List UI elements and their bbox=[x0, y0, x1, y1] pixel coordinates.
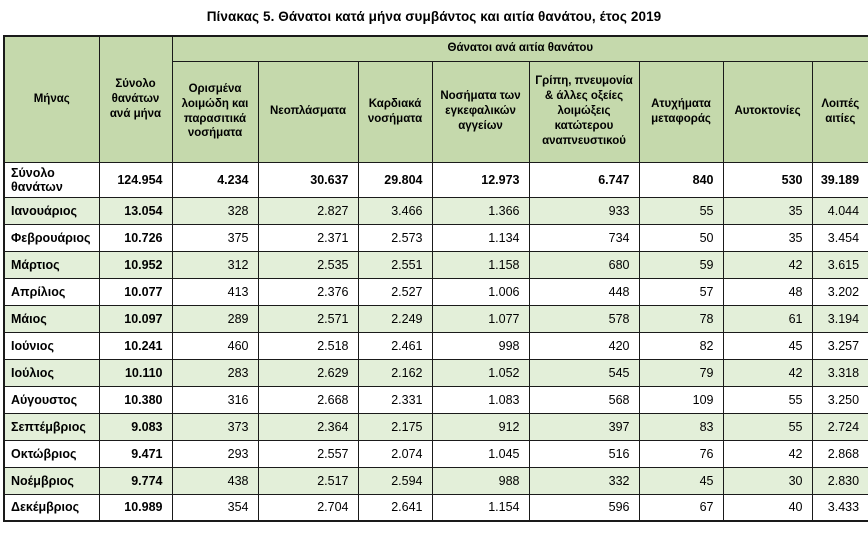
cause-value: 30 bbox=[723, 467, 812, 494]
row-label: Δεκέμβριος bbox=[4, 494, 99, 521]
cause-value: 3.250 bbox=[812, 386, 868, 413]
cause-value: 373 bbox=[172, 413, 258, 440]
cause-value: 48 bbox=[723, 278, 812, 305]
cause-value: 413 bbox=[172, 278, 258, 305]
cause-value: 2.594 bbox=[358, 467, 432, 494]
cause-value: 76 bbox=[639, 440, 723, 467]
monthly-total-value: 13.054 bbox=[99, 197, 172, 224]
cause-value: 2.641 bbox=[358, 494, 432, 521]
row-label: Μάρτιος bbox=[4, 251, 99, 278]
cause-value: 3.454 bbox=[812, 224, 868, 251]
column-header-infectious: Ορισμένα λοιμώδη και παρασιτικά νοσήματα bbox=[172, 61, 258, 162]
row-label: Απρίλιος bbox=[4, 278, 99, 305]
column-group-header-causes: Θάνατοι ανά αιτία θανάτου bbox=[172, 36, 868, 61]
monthly-total-value: 10.077 bbox=[99, 278, 172, 305]
cause-value: 316 bbox=[172, 386, 258, 413]
cause-value: 82 bbox=[639, 332, 723, 359]
cause-value: 2.518 bbox=[258, 332, 358, 359]
column-header-transport-accidents: Ατυχήματα μεταφοράς bbox=[639, 61, 723, 162]
column-header-heart: Καρδιακά νοσήματα bbox=[358, 61, 432, 162]
monthly-total-value: 10.380 bbox=[99, 386, 172, 413]
cause-value: 420 bbox=[529, 332, 639, 359]
cause-value: 3.257 bbox=[812, 332, 868, 359]
cause-value: 2.571 bbox=[258, 305, 358, 332]
month-row bbox=[4, 332, 868, 359]
cause-value: 57 bbox=[639, 278, 723, 305]
cause-value: 2.629 bbox=[258, 359, 358, 386]
cause-value: 734 bbox=[529, 224, 639, 251]
cause-value: 912 bbox=[432, 413, 529, 440]
cause-value: 83 bbox=[639, 413, 723, 440]
row-label: Σεπτέμβριος bbox=[4, 413, 99, 440]
row-label: Ιούλιος bbox=[4, 359, 99, 386]
month-row bbox=[4, 413, 868, 440]
cause-value: 2.162 bbox=[358, 359, 432, 386]
cause-value: 45 bbox=[723, 332, 812, 359]
cause-value: 2.364 bbox=[258, 413, 358, 440]
row-label: Ιανουάριος bbox=[4, 197, 99, 224]
cause-value: 1.134 bbox=[432, 224, 529, 251]
cause-value: 438 bbox=[172, 467, 258, 494]
cause-value: 1.052 bbox=[432, 359, 529, 386]
cause-value: 516 bbox=[529, 440, 639, 467]
cause-value: 78 bbox=[639, 305, 723, 332]
month-row bbox=[4, 494, 868, 521]
cause-value: 596 bbox=[529, 494, 639, 521]
cause-value: 332 bbox=[529, 467, 639, 494]
column-header-cerebrovascular: Νοσήματα των εγκεφαλικών αγγείων bbox=[432, 61, 529, 162]
row-label: Οκτώβριος bbox=[4, 440, 99, 467]
cause-value: 2.827 bbox=[258, 197, 358, 224]
cause-value: 50 bbox=[639, 224, 723, 251]
table-header bbox=[4, 36, 868, 162]
cause-value: 375 bbox=[172, 224, 258, 251]
row-label: Μάιος bbox=[4, 305, 99, 332]
cause-value: 40 bbox=[723, 494, 812, 521]
cause-value: 1.045 bbox=[432, 440, 529, 467]
cause-value: 1.366 bbox=[432, 197, 529, 224]
monthly-total-value: 10.726 bbox=[99, 224, 172, 251]
cause-value: 42 bbox=[723, 359, 812, 386]
cause-value: 2.517 bbox=[258, 467, 358, 494]
cause-value: 2.668 bbox=[258, 386, 358, 413]
cause-value: 2.868 bbox=[812, 440, 868, 467]
cause-value: 2.704 bbox=[258, 494, 358, 521]
month-row bbox=[4, 386, 868, 413]
month-row bbox=[4, 359, 868, 386]
monthly-total-value: 9.774 bbox=[99, 467, 172, 494]
monthly-total-value: 10.110 bbox=[99, 359, 172, 386]
monthly-total-value: 124.954 bbox=[99, 162, 172, 197]
cause-value: 1.158 bbox=[432, 251, 529, 278]
cause-value: 545 bbox=[529, 359, 639, 386]
month-row bbox=[4, 251, 868, 278]
cause-value: 2.557 bbox=[258, 440, 358, 467]
cause-value: 680 bbox=[529, 251, 639, 278]
monthly-total-value: 10.989 bbox=[99, 494, 172, 521]
month-row bbox=[4, 440, 868, 467]
cause-value: 35 bbox=[723, 197, 812, 224]
column-header-neoplasms: Νεοπλάσματα bbox=[258, 61, 358, 162]
cause-value: 840 bbox=[639, 162, 723, 197]
cause-value: 109 bbox=[639, 386, 723, 413]
monthly-total-value: 9.471 bbox=[99, 440, 172, 467]
cause-value: 448 bbox=[529, 278, 639, 305]
cause-value: 1.077 bbox=[432, 305, 529, 332]
cause-value: 998 bbox=[432, 332, 529, 359]
cause-value: 1.006 bbox=[432, 278, 529, 305]
cause-value: 2.535 bbox=[258, 251, 358, 278]
cause-value: 2.249 bbox=[358, 305, 432, 332]
cause-value: 2.527 bbox=[358, 278, 432, 305]
cause-value: 2.074 bbox=[358, 440, 432, 467]
row-label: Αύγουστος bbox=[4, 386, 99, 413]
cause-value: 45 bbox=[639, 467, 723, 494]
column-header-month: Μήνας bbox=[4, 36, 99, 162]
cause-value: 397 bbox=[529, 413, 639, 440]
cause-value: 39.189 bbox=[812, 162, 868, 197]
cause-value: 55 bbox=[639, 197, 723, 224]
monthly-total-value: 10.241 bbox=[99, 332, 172, 359]
cause-value: 30.637 bbox=[258, 162, 358, 197]
monthly-total-value: 10.952 bbox=[99, 251, 172, 278]
cause-value: 568 bbox=[529, 386, 639, 413]
deaths-by-month-table bbox=[3, 35, 868, 522]
cause-value: 530 bbox=[723, 162, 812, 197]
cause-value: 933 bbox=[529, 197, 639, 224]
cause-value: 79 bbox=[639, 359, 723, 386]
month-row bbox=[4, 467, 868, 494]
cause-value: 328 bbox=[172, 197, 258, 224]
cause-value: 4.044 bbox=[812, 197, 868, 224]
cause-value: 35 bbox=[723, 224, 812, 251]
table-body bbox=[4, 162, 868, 521]
row-label: Νοέμβριος bbox=[4, 467, 99, 494]
header-group-row bbox=[4, 36, 868, 61]
cause-value: 988 bbox=[432, 467, 529, 494]
column-header-influenza-pneumonia: Γρίπη, πνευμονία & άλλες οξείες λοιμώξεις κατώτερου αναπνευστικού bbox=[529, 61, 639, 162]
cause-value: 3.318 bbox=[812, 359, 868, 386]
cause-value: 293 bbox=[172, 440, 258, 467]
monthly-total-value: 10.097 bbox=[99, 305, 172, 332]
month-row bbox=[4, 278, 868, 305]
cause-value: 3.466 bbox=[358, 197, 432, 224]
cause-value: 3.615 bbox=[812, 251, 868, 278]
cause-value: 2.376 bbox=[258, 278, 358, 305]
row-label: Ιούνιος bbox=[4, 332, 99, 359]
row-label: Σύνολο θανάτων bbox=[4, 162, 99, 197]
cause-value: 289 bbox=[172, 305, 258, 332]
cause-value: 2.551 bbox=[358, 251, 432, 278]
cause-value: 2.830 bbox=[812, 467, 868, 494]
cause-value: 3.194 bbox=[812, 305, 868, 332]
row-label: Φεβρουάριος bbox=[4, 224, 99, 251]
cause-value: 2.175 bbox=[358, 413, 432, 440]
monthly-total-value: 9.083 bbox=[99, 413, 172, 440]
month-row bbox=[4, 224, 868, 251]
cause-value: 4.234 bbox=[172, 162, 258, 197]
cause-value: 578 bbox=[529, 305, 639, 332]
cause-value: 3.433 bbox=[812, 494, 868, 521]
cause-value: 61 bbox=[723, 305, 812, 332]
column-header-total: Σύνολο θανάτων ανά μήνα bbox=[99, 36, 172, 162]
total-row bbox=[4, 162, 868, 197]
cause-value: 12.973 bbox=[432, 162, 529, 197]
cause-value: 6.747 bbox=[529, 162, 639, 197]
cause-value: 2.461 bbox=[358, 332, 432, 359]
cause-value: 55 bbox=[723, 386, 812, 413]
cause-value: 55 bbox=[723, 413, 812, 440]
cause-value: 460 bbox=[172, 332, 258, 359]
cause-value: 29.804 bbox=[358, 162, 432, 197]
cause-value: 1.083 bbox=[432, 386, 529, 413]
cause-value: 59 bbox=[639, 251, 723, 278]
cause-value: 1.154 bbox=[432, 494, 529, 521]
cause-value: 67 bbox=[639, 494, 723, 521]
cause-value: 42 bbox=[723, 251, 812, 278]
page-title: Πίνακας 5. Θάνατοι κατά μήνα συμβάντος και αιτία θανάτου, έτος 2019 bbox=[206, 9, 662, 24]
cause-value: 2.371 bbox=[258, 224, 358, 251]
cause-value: 3.202 bbox=[812, 278, 868, 305]
cause-value: 2.573 bbox=[358, 224, 432, 251]
cause-value: 2.724 bbox=[812, 413, 868, 440]
month-row bbox=[4, 305, 868, 332]
cause-value: 354 bbox=[172, 494, 258, 521]
cause-value: 283 bbox=[172, 359, 258, 386]
cause-value: 2.331 bbox=[358, 386, 432, 413]
month-row bbox=[4, 197, 868, 224]
column-header-suicides: Αυτοκτονίες bbox=[723, 61, 812, 162]
column-header-other-causes: Λοιπές αιτίες bbox=[812, 61, 868, 162]
cause-value: 312 bbox=[172, 251, 258, 278]
cause-value: 42 bbox=[723, 440, 812, 467]
